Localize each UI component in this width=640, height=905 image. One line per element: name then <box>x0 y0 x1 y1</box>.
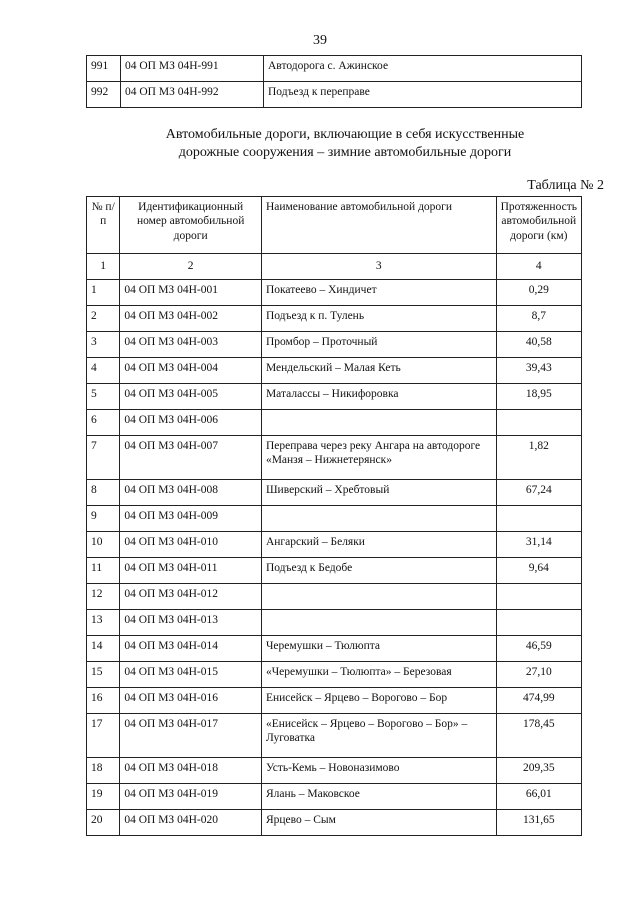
cell-num: 13 <box>87 610 120 636</box>
table-row <box>87 584 582 610</box>
table-row <box>87 306 582 332</box>
winter-roads-table <box>86 196 582 836</box>
cell-name: Мендельский – Малая Кеть <box>261 358 496 384</box>
cell-num: 15 <box>87 662 120 688</box>
cell-name: Усть-Кемь – Новоназимово <box>261 758 496 784</box>
cell-num: 19 <box>87 784 120 810</box>
cell-name: «Енисейск – Ярцево – Ворогово – Бор» – Луговатка <box>261 714 496 758</box>
cell-num: 3 <box>87 332 120 358</box>
cell-name: Промбор – Проточный <box>261 332 496 358</box>
cell-name: Шиверский – Хребтовый <box>261 480 496 506</box>
cell-id: 04 ОП МЗ 04Н-011 <box>120 558 262 584</box>
cell-id: 04 ОП МЗ 04Н-001 <box>120 280 262 306</box>
cell-length: 209,35 <box>496 758 581 784</box>
cell-id: 04 ОП МЗ 04Н-014 <box>120 636 262 662</box>
header-id: Идентификационный номер автомобильной дороги <box>120 197 262 254</box>
cell-length: 0,29 <box>496 280 581 306</box>
header-name: Наименование автомобильной дороги <box>261 197 496 254</box>
cell-num: 991 <box>87 56 121 82</box>
cell-length: 27,10 <box>496 662 581 688</box>
cell-id: 04 ОП МЗ 04Н-007 <box>120 436 262 480</box>
cell-num: 18 <box>87 758 120 784</box>
table-row <box>87 758 582 784</box>
cell-name: Подъезд к п. Тулень <box>261 306 496 332</box>
cell-length: 131,65 <box>496 810 581 836</box>
cell-name: Ярцево – Сым <box>261 810 496 836</box>
column-index-1: 1 <box>87 254 120 280</box>
cell-id: 04 ОП МЗ 04Н-004 <box>120 358 262 384</box>
cell-num: 20 <box>87 810 120 836</box>
cell-name <box>261 506 496 532</box>
cell-num: 992 <box>87 82 121 108</box>
table-row <box>87 410 582 436</box>
cell-length <box>496 410 581 436</box>
cell-num: 5 <box>87 384 120 410</box>
cell-name: Черемушки – Тюлюпта <box>261 636 496 662</box>
cell-length: 67,24 <box>496 480 581 506</box>
table-row <box>87 480 582 506</box>
cell-num: 16 <box>87 688 120 714</box>
table-row <box>87 384 582 410</box>
table-label: Таблица № 2 <box>527 178 604 193</box>
cell-num: 7 <box>87 436 120 480</box>
column-index-row <box>87 254 582 280</box>
cell-num: 4 <box>87 358 120 384</box>
cell-name: Маталассы – Никифоровка <box>261 384 496 410</box>
cell-id: 04 ОП МЗ 04Н-013 <box>120 610 262 636</box>
cell-id: 04 ОП МЗ 04Н-008 <box>120 480 262 506</box>
cell-id: 04 ОП МЗ 04Н-012 <box>120 584 262 610</box>
cell-num: 17 <box>87 714 120 758</box>
column-index-2: 2 <box>120 254 262 280</box>
page-number: 39 <box>313 33 327 48</box>
table-row <box>87 610 582 636</box>
cell-length: 46,59 <box>496 636 581 662</box>
section-heading <box>0 126 640 162</box>
cell-length: 40,58 <box>496 332 581 358</box>
table-row <box>87 358 582 384</box>
cell-id: 04 ОП МЗ 04Н-009 <box>120 506 262 532</box>
continuation-table <box>86 55 582 108</box>
cell-id: 04 ОП МЗ 04Н-002 <box>120 306 262 332</box>
cell-name: Покатеево – Хиндичет <box>261 280 496 306</box>
cell-id: 04 ОП МЗ 04Н-018 <box>120 758 262 784</box>
continuation-row <box>87 56 582 82</box>
cell-id: 04 ОП МЗ 04Н-992 <box>121 82 264 108</box>
cell-num: 8 <box>87 480 120 506</box>
header-length: Протяженность автомобильной дороги (км) <box>496 197 581 254</box>
table-row <box>87 636 582 662</box>
cell-name <box>261 410 496 436</box>
table-row <box>87 662 582 688</box>
cell-num: 6 <box>87 410 120 436</box>
section-heading-line-1: Автомобильные дороги, включающие в себя искусственные <box>165 127 525 142</box>
table-row <box>87 506 582 532</box>
cell-num: 9 <box>87 506 120 532</box>
cell-length: 8,7 <box>496 306 581 332</box>
section-heading-line-2: дорожные сооружения – зимние автомобильные дороги <box>178 145 512 161</box>
table-row <box>87 810 582 836</box>
cell-id: 04 ОП МЗ 04Н-010 <box>120 532 262 558</box>
cell-num: 14 <box>87 636 120 662</box>
cell-name: Автодорога с. Ажинское <box>264 56 582 82</box>
cell-length: 18,95 <box>496 384 581 410</box>
cell-id: 04 ОП МЗ 04Н-005 <box>120 384 262 410</box>
table-row <box>87 688 582 714</box>
table-row <box>87 332 582 358</box>
cell-length <box>496 506 581 532</box>
cell-name <box>261 584 496 610</box>
header-num: № п/п <box>87 197 120 254</box>
column-index-4: 4 <box>496 254 581 280</box>
cell-id: 04 ОП МЗ 04Н-019 <box>120 784 262 810</box>
cell-num: 11 <box>87 558 120 584</box>
cell-id: 04 ОП МЗ 04Н-020 <box>120 810 262 836</box>
cell-length: 474,99 <box>496 688 581 714</box>
cell-num: 1 <box>87 280 120 306</box>
cell-length: 66,01 <box>496 784 581 810</box>
cell-name: Ялань – Маковское <box>261 784 496 810</box>
cell-id: 04 ОП МЗ 04Н-015 <box>120 662 262 688</box>
cell-length <box>496 610 581 636</box>
cell-name: Подъезд к Бедобе <box>261 558 496 584</box>
cell-id: 04 ОП МЗ 04Н-006 <box>120 410 262 436</box>
cell-name: Переправа через реку Ангара на автодороге «Манзя – Нижнетерянск» <box>261 436 496 480</box>
cell-length: 178,45 <box>496 714 581 758</box>
cell-length: 39,43 <box>496 358 581 384</box>
cell-num: 2 <box>87 306 120 332</box>
cell-length: 1,82 <box>496 436 581 480</box>
cell-name: Енисейск – Ярцево – Ворогово – Бор <box>261 688 496 714</box>
cell-name <box>261 610 496 636</box>
cell-length: 9,64 <box>496 558 581 584</box>
table-row <box>87 714 582 758</box>
continuation-row <box>87 82 582 108</box>
table-header-row <box>87 197 582 254</box>
column-index-3: 3 <box>261 254 496 280</box>
table-row <box>87 784 582 810</box>
cell-id: 04 ОП МЗ 04Н-017 <box>120 714 262 758</box>
table-row <box>87 436 582 480</box>
cell-id: 04 ОП МЗ 04Н-016 <box>120 688 262 714</box>
cell-name: Подъезд к переправе <box>264 82 582 108</box>
cell-num: 10 <box>87 532 120 558</box>
cell-id: 04 ОП МЗ 04Н-991 <box>121 56 264 82</box>
table-row <box>87 532 582 558</box>
table-row <box>87 558 582 584</box>
cell-length <box>496 584 581 610</box>
cell-num: 12 <box>87 584 120 610</box>
cell-name: «Черемушки – Тюлюпта» – Березовая <box>261 662 496 688</box>
cell-name: Ангарский – Беляки <box>261 532 496 558</box>
table-row <box>87 280 582 306</box>
cell-length: 31,14 <box>496 532 581 558</box>
cell-id: 04 ОП МЗ 04Н-003 <box>120 332 262 358</box>
